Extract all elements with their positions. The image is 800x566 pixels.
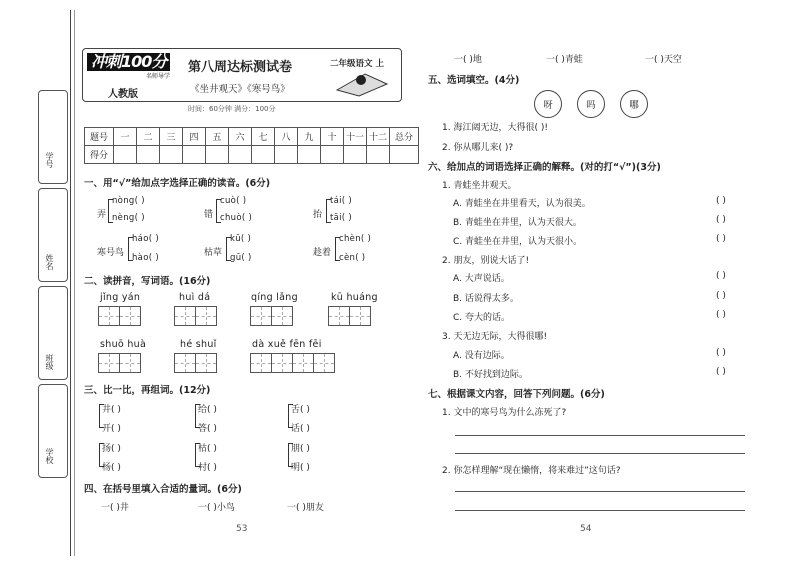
score-cell[interactable]: [252, 146, 275, 164]
pinyin-prompt: huì dá: [179, 292, 211, 303]
writing-grid[interactable]: [328, 306, 370, 326]
pinyin-prompt: hé shuǐ: [180, 339, 217, 350]
table-cell: 七: [252, 128, 275, 146]
measure-word-item[interactable]: 一( )地: [454, 55, 482, 65]
table-cell: 总分: [390, 128, 419, 146]
edition-label: 人教版: [108, 89, 138, 100]
pinyin-option[interactable]: tái( ): [330, 196, 353, 206]
compare-item[interactable]: 给( ): [198, 405, 217, 415]
word-choice-circle: 吗: [577, 90, 605, 118]
lessons-label: 《坐井观天》《寒号鸟》: [190, 84, 290, 95]
table-cell: 三: [160, 128, 183, 146]
answer-line[interactable]: [455, 453, 745, 454]
score-cell[interactable]: [390, 146, 419, 164]
pinyin-prompt: dà xuě fēn fēi: [252, 339, 322, 350]
book-illustration-icon: [335, 68, 390, 98]
choice-option: B. 话说得太多。: [453, 294, 519, 304]
pinyin-word: 枯草: [204, 248, 223, 258]
binding-label-student-id: 学号: [45, 152, 54, 168]
pinyin-word: 错: [204, 210, 214, 220]
binding-label-class: 班级: [45, 354, 54, 370]
answer-question: 2. 你怎样理解“现在懒惰，将来难过”这句话?: [442, 466, 621, 476]
score-cell[interactable]: [114, 146, 137, 164]
pinyin-prompt: kū huáng: [331, 292, 378, 303]
binding-label-school: 学校: [45, 448, 54, 464]
compare-item[interactable]: 话( ): [291, 424, 310, 434]
pinyin-option[interactable]: nèng( ): [112, 213, 145, 223]
score-table: [84, 127, 419, 164]
choice-mark[interactable]: ( ): [716, 234, 726, 244]
section-5-title: 五、选词填空。(4分): [428, 75, 520, 86]
measure-word-item[interactable]: 一( )井: [101, 503, 129, 513]
table-cell: 一: [114, 128, 137, 146]
measure-word-item[interactable]: 一( )朋友: [287, 503, 324, 513]
pinyin-word: 抬: [313, 210, 323, 220]
compare-item[interactable]: 杨( ): [102, 463, 121, 473]
pinyin-option[interactable]: chuò( ): [220, 213, 253, 223]
pinyin-option[interactable]: gū( ): [230, 253, 252, 263]
page-number-right: 54: [580, 524, 592, 534]
score-cell[interactable]: [183, 146, 206, 164]
table-cell: 二: [137, 128, 160, 146]
compare-item[interactable]: 枯( ): [198, 444, 217, 454]
page-title: 第八周达标测试卷: [188, 60, 293, 75]
compare-item[interactable]: 村( ): [198, 463, 217, 473]
score-cell[interactable]: [137, 146, 160, 164]
brand-logo-sub: 名师导学: [146, 73, 171, 80]
score-cell[interactable]: [160, 146, 183, 164]
fill-question[interactable]: 1. 海江阔无边，大得很( )!: [442, 123, 548, 133]
grade-label: 二年级语文 上: [330, 59, 384, 69]
compare-item[interactable]: 舌( ): [291, 405, 310, 415]
table-cell: 六: [229, 128, 252, 146]
measure-word-item[interactable]: 一( )天空: [645, 55, 682, 65]
compare-item[interactable]: 井( ): [102, 405, 121, 415]
section-2-title: 二、读拼音，写词语。(16分): [84, 276, 211, 287]
page-number-left: 53: [236, 524, 248, 534]
compare-item[interactable]: 朋( ): [291, 444, 310, 454]
brand-logo: 冲刺100分: [87, 53, 170, 71]
choice-option: A. 没有边际。: [453, 351, 510, 361]
table-cell: 五: [206, 128, 229, 146]
table-cell: 得分: [85, 146, 114, 164]
table-cell: 九: [298, 128, 321, 146]
choice-option: A. 大声说话。: [453, 274, 510, 284]
pinyin-word: 弄: [97, 210, 107, 220]
writing-grid[interactable]: [98, 306, 140, 326]
choice-mark[interactable]: ( ): [716, 291, 726, 301]
choice-mark[interactable]: ( ): [716, 196, 726, 206]
pinyin-prompt: shuō huà: [100, 339, 147, 350]
word-choice-circle: 呀: [534, 90, 562, 118]
writing-grid[interactable]: [174, 353, 216, 373]
table-cell: 八: [275, 128, 298, 146]
choice-question: 1. 青蛙坐井观天。: [442, 181, 517, 191]
choice-mark[interactable]: ( ): [716, 310, 726, 320]
choice-mark[interactable]: ( ): [716, 367, 726, 377]
table-cell: 题号: [85, 128, 114, 146]
table-cell: 十一: [344, 128, 367, 146]
pinyin-option[interactable]: háo( ): [132, 234, 159, 244]
choice-mark[interactable]: ( ): [716, 215, 726, 225]
time-score-meta: 时间：60分钟 满分：100分: [188, 105, 276, 113]
score-cell[interactable]: [229, 146, 252, 164]
choice-option: C. 夸大的话。: [453, 313, 511, 323]
choice-question: 2. 朋友，别说大话了!: [442, 256, 530, 266]
score-cell[interactable]: [344, 146, 367, 164]
section-6-title: 六、给加点的词语选择正确的解释。(对的打“√”)(3分): [428, 162, 661, 173]
writing-grid[interactable]: [250, 353, 334, 373]
score-cell[interactable]: [367, 146, 390, 164]
measure-word-item[interactable]: 一( )青蛙: [546, 55, 583, 65]
section-3-title: 三、比一比，再组词。(12分): [84, 385, 211, 396]
binding-line: [70, 10, 71, 556]
answer-line[interactable]: [455, 491, 745, 492]
pinyin-option[interactable]: chèn( ): [339, 234, 372, 244]
table-cell: 十: [321, 128, 344, 146]
compare-item[interactable]: 答( ): [198, 424, 217, 434]
section-7-title: 七、根据课文内容，回答下列问题。(6分): [428, 389, 605, 400]
pinyin-option[interactable]: cèn( ): [339, 253, 366, 263]
word-choice-circle: 哪: [620, 90, 648, 118]
score-cell[interactable]: [321, 146, 344, 164]
score-cell[interactable]: [298, 146, 321, 164]
pinyin-option[interactable]: nòng( ): [112, 196, 145, 206]
pinyin-prompt: jǐng yán: [100, 292, 141, 303]
pinyin-prompt: qíng lǎng: [251, 292, 298, 303]
pinyin-option[interactable]: cuò( ): [220, 196, 247, 206]
writing-grid[interactable]: [98, 353, 140, 373]
pinyin-option[interactable]: hào( ): [132, 253, 159, 263]
pinyin-word: 寒号鸟: [97, 248, 125, 258]
choice-mark[interactable]: ( ): [716, 271, 726, 281]
fill-question[interactable]: 2. 你从哪儿来( )?: [442, 143, 514, 153]
answer-question: 1. 文中的寒号鸟为什么冻死了?: [442, 408, 567, 418]
choice-question: 3. 天无边无际，大得很哪!: [442, 332, 548, 342]
choice-mark[interactable]: ( ): [716, 348, 726, 358]
pinyin-option[interactable]: tāi( ): [330, 213, 353, 223]
section-1-title: 一、用“√”给加点字选择正确的读音。(6分): [84, 178, 271, 189]
choice-option: B. 青蛙坐在井里，认为天很大。: [453, 218, 582, 228]
section-4-title: 四、在括号里填入合适的量词。(6分): [84, 484, 242, 495]
choice-option: C. 青蛙坐在井里，认为天很小。: [453, 237, 583, 247]
score-cell[interactable]: [275, 146, 298, 164]
score-cell[interactable]: [206, 146, 229, 164]
binding-line-dashed: [74, 10, 75, 556]
compare-item[interactable]: 扬( ): [102, 444, 121, 454]
writing-grid[interactable]: [174, 306, 216, 326]
binding-label-name: 姓名: [45, 254, 54, 270]
score-table-header-row: [85, 128, 419, 146]
choice-option: A. 青蛙坐在井里看天，认为很美。: [453, 199, 591, 209]
table-cell: 四: [183, 128, 206, 146]
score-table-score-row: [85, 146, 419, 164]
choice-option: B. 不好找到边际。: [453, 370, 528, 380]
compare-item[interactable]: 明( ): [291, 463, 310, 473]
pinyin-option[interactable]: kū( ): [230, 234, 252, 244]
binding-box-student-id: [38, 90, 68, 184]
table-cell: 十二: [367, 128, 390, 146]
answer-line[interactable]: [455, 435, 745, 436]
measure-word-item[interactable]: 一( )小鸟: [198, 503, 235, 513]
pinyin-word: 趁着: [313, 248, 332, 258]
compare-item[interactable]: 开( ): [102, 424, 121, 434]
answer-line[interactable]: [455, 510, 745, 511]
writing-grid[interactable]: [250, 306, 292, 326]
